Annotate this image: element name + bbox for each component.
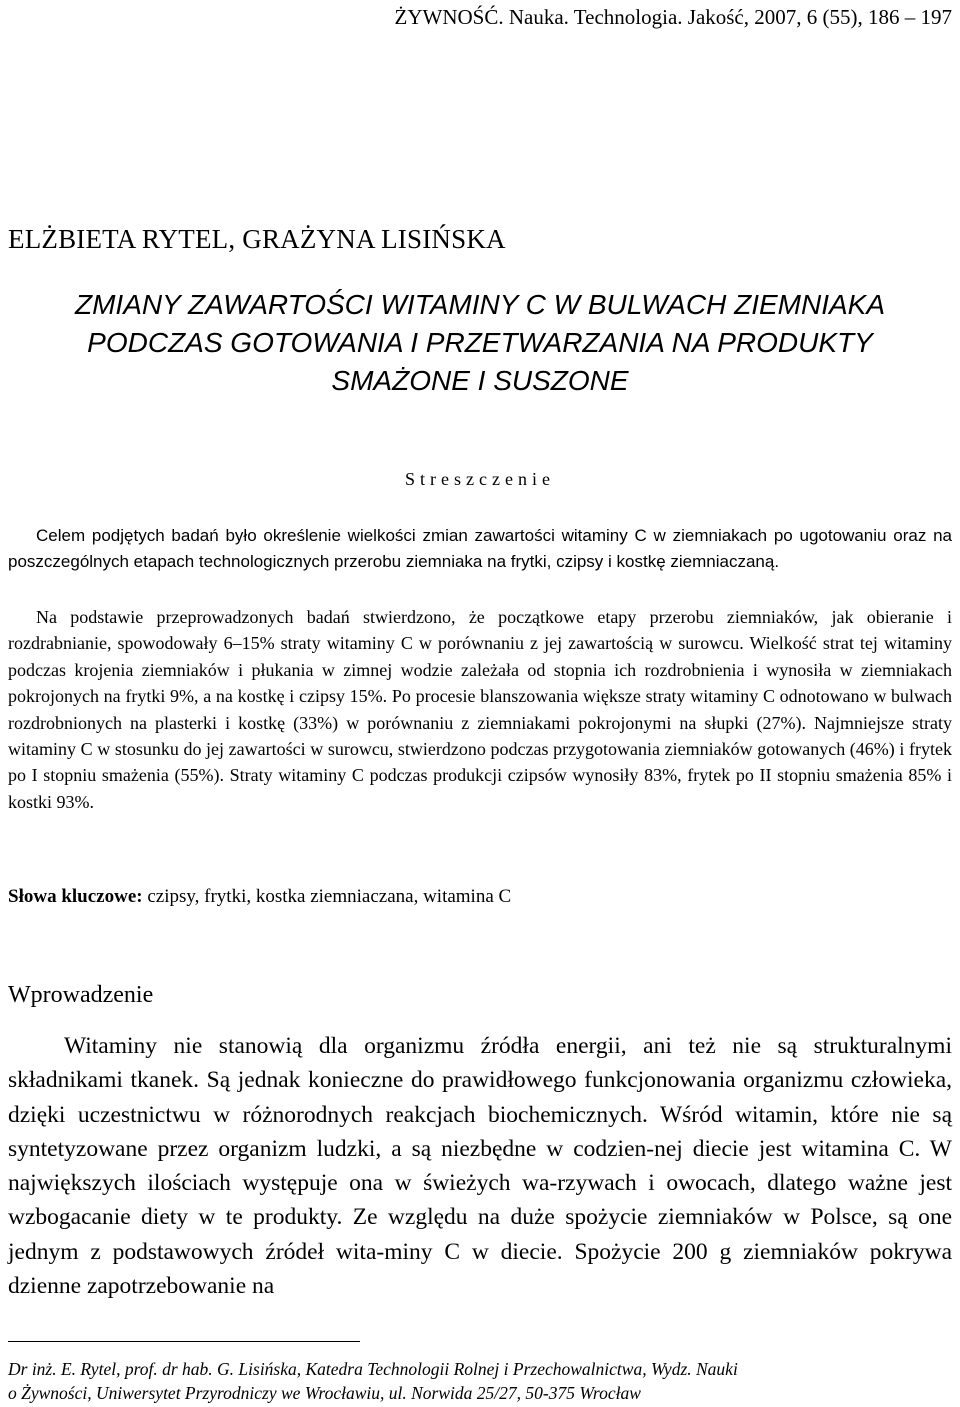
abstract-text: Na podstawie przeprowadzonych badań stwierdzono, że początkowe etapy przerobu ziemniaków, jak obieranie i rozdrabnianie, spowodowały 6–15% straty witaminy C w porównaniu z jej zawartością w surowcu. Wielkość strat tej witaminy podczas krojenia ziemniaków i płukania w zimnej wodzie zależała od stopnia ich rozdrobnienia i wynosiła w ziemniakach pokrojonych na frytki 9%, a na kostkę i czipsy 15%. Po procesie blanszowania większe straty witaminy C odnotowano w bulwach rozdrobnionych na plasterki i kostkę (33%) w porównaniu z ziemniakami pokrojonymi na słupki (27%). Najmniejsze straty witaminy C w stosunku do jej zawartości w surowcu, stwierdzono podczas przygotowania ziemniaków gotowanych (46%) i frytek po I stopniu smażenia (55%). Straty witaminy C podczas produkcji czipsów wynosiły 83%, frytek po II stopniu smażenia 85% i kostki 93%. [8, 607, 952, 812]
introduction-body [8, 1029, 952, 1303]
keywords-text: czipsy, frytki, kostka ziemniaczana, witamina C [142, 886, 512, 907]
title-line: SMAŻONE I SUSZONE [331, 365, 629, 396]
author-footnote [8, 1357, 952, 1405]
keywords [8, 886, 511, 908]
article-title [0, 286, 960, 400]
keywords-label: Słowa kluczowe: [8, 886, 143, 907]
footnote-line: Dr inż. E. Rytel, prof. dr hab. G. Lisińska, Katedra Technologii Rolnej i Przechowalnictwa, Wydz. Nauki [8, 1359, 738, 1379]
footnote-line: o Żywności, Uniwersytet Przyrodniczy we Wrocławiu, ul. Norwida 25/27, 50-375 Wrocław [8, 1383, 641, 1403]
running-head: ŻYWNOŚĆ. Nauka. Technologia. Jakość, 2007, 6 (55), 186 – 197 [394, 5, 952, 29]
abstract-paragraph-2 [8, 604, 952, 815]
introduction-paragraph: Witaminy nie stanowią dla organizmu źródła energii, ani też nie są strukturalnymi składnikami tkanek. Są jednak konieczne do prawidłowego funkcjonowania organizmu człowieka, dzięki uczestnictwu w różnorodnych reakcjach biochemicznych. Wśród witamin, które nie są syntetyzowane przez organizm ludzki, a są niezbędne w codzien-nej diecie jest witamina C. W największych ilościach występuje ona w świeżych wa-rzywach i owocach, dlatego ważne jest wzbogacanie diety w te produkty. Ze względu na duże spożycie ziemniaków w Polsce, są one jednym z podstawowych źródeł wita-miny C w diecie. Spożycie 200 g ziemniaków pokrywa dzienne zapotrzebowanie na [8, 1033, 952, 1300]
footnote-rule [8, 1341, 360, 1342]
abstract-text: Celem podjętych badań było określenie wielkości zmian zawartości witaminy C w ziemniakach po ugotowaniu oraz na poszczególnych etapach technologicznych przerobu ziemniaka na frytki, czipsy i kostkę ziemniaczaną. [8, 526, 952, 572]
title-line: PODCZAS GOTOWANIA I PRZETWARZANIA NA PRODUKTY [87, 327, 873, 358]
title-line: ZMIANY ZAWARTOŚCI WITAMINY C W BULWACH ZIEMNIAKA [74, 289, 886, 320]
abstract-heading: Streszczenie [405, 469, 555, 489]
section-heading-introduction: Wprowadzenie [8, 982, 154, 1008]
abstract-paragraph-1 [8, 523, 952, 576]
authors: ELŻBIETA RYTEL, GRAŻYNA LISIŃSKA [8, 224, 506, 254]
